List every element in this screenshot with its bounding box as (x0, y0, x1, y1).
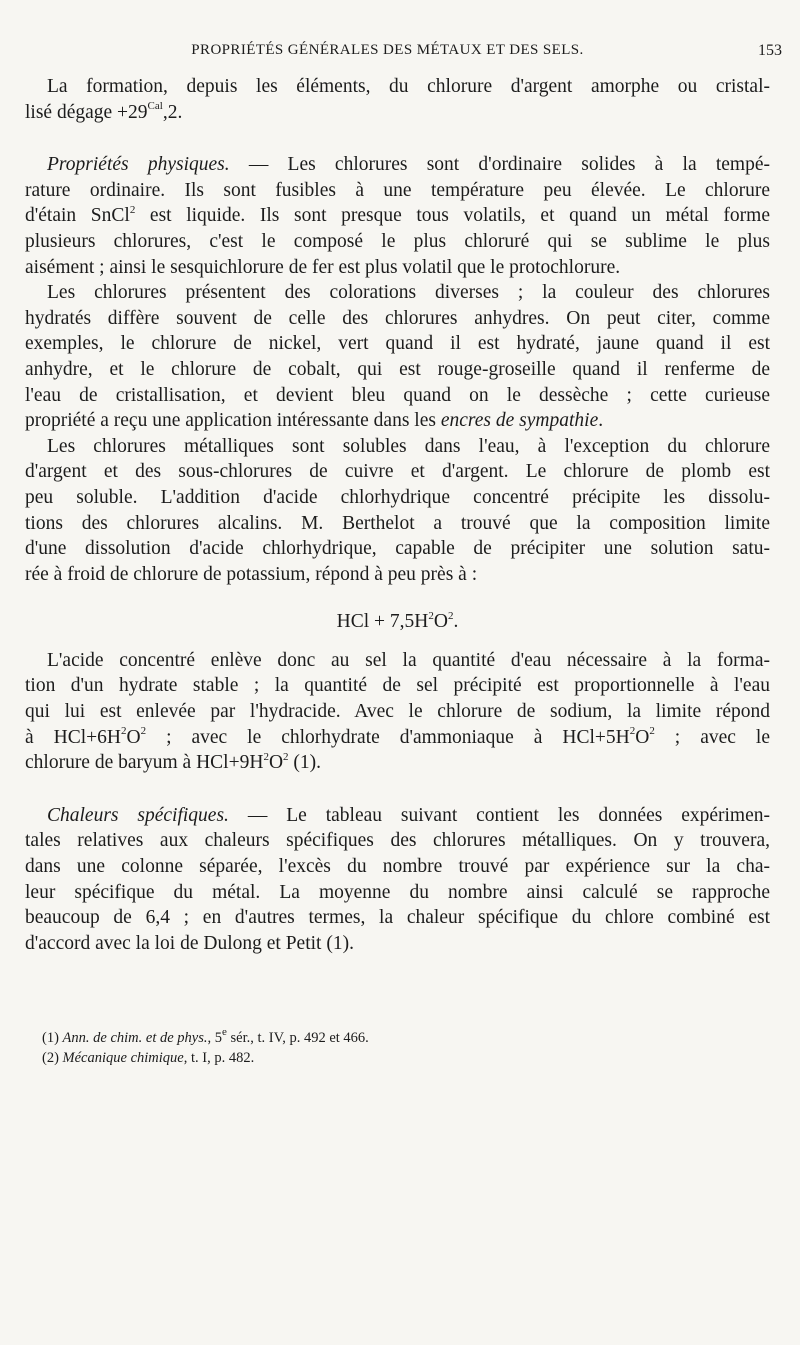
text-line: l'eau de cristallisation, et devient bleu quand on le dessèche ; cette curieuse (25, 384, 770, 406)
text-line: Chaleurs spécifiques. — Le tableau suivant contient les données expérimen- (47, 804, 771, 826)
text-line: La formation, depuis les éléments, du chlorure d'argent amorphe ou cristal- (47, 76, 770, 97)
text-line: L'acide concentré enlève donc au sel la quantité d'eau nécessaire à la forma- (47, 649, 770, 671)
text-line: leur spécifique du métal. La moyenne du nombre ainsi calculé se rapproche (25, 881, 770, 903)
text-line: dans une colonne séparée, l'excès du nombre trouvé par expérience sur la cha- (25, 856, 770, 878)
page-number: 153 (758, 42, 782, 59)
formula: HCl + $7,5H^2O^2$. (336, 609, 459, 633)
main-text (25, 74, 770, 956)
text-line: d'une dissolution d'acide chlorhydrique, capable de précipiter une solution satu- (25, 538, 770, 560)
text-line: rée à froid de chlorure de potassium, répond à peu près à : (25, 563, 478, 585)
section-heading: Chaleurs spécifiques. (47, 804, 229, 826)
footnote: (1) Ann. de chim. et de phys., 5e sér., t. IV, p. 492 et 466. (42, 1026, 369, 1046)
text-line: d'accord avec la loi de Dulong et Petit (1). (25, 932, 354, 954)
text-line: qui lui est enlevée par l'hydracide. Avec le chlorure de sodium, la limite répond (25, 701, 770, 723)
text-line: beaucoup de 6,4 ; en d'autres termes, la chaleur spécifique du chlore combiné est (25, 907, 770, 929)
text-line: Propriétés physiques. — Les chlorures sont d'ordinaire solides à la tempé- (47, 154, 770, 176)
text-line: Les chlorures métalliques sont solubles dans l'eau, à l'exception du chlorure (47, 435, 770, 457)
footnotes (42, 1028, 742, 1068)
text-line: exemples, le chlorure de nickel, vert quand il est hydraté, jaune quand il est (25, 333, 770, 355)
text-line: peu soluble. L'addition d'acide chlorhydrique concentré précipite les dissolu- (25, 486, 770, 508)
text-line: à $HCl+6H^2O^2$ ; avec le chlorhydrate d'ammoniaque à $HCl+5H^2O^2$ ; avec le (25, 725, 770, 748)
text-line: plusieurs chlorures, c'est le composé le plus chloruré qui se sublime le plus (25, 230, 770, 252)
text-line: chlorure de baryum à $HCl+9H^2O^2$ (1). (25, 750, 322, 774)
text-line: tales relatives aux chaleurs spécifiques des chlorures métalliques. On y trouvera, (25, 830, 770, 852)
text-line: tion d'un hydrate stable ; la quantité de sel précipité est proportionnelle à l'eau (25, 675, 770, 697)
text-line: lisé dégage $+29^{Cal},2$. (25, 100, 183, 123)
text-line: hydratés diffère souvent de celle des chlorures anhydres. On peut citer, comme (25, 307, 770, 329)
text-line: tions des chlorures alcalins. M. Berthelot a trouvé que la composition limite (25, 512, 770, 534)
section-heading: Propriétés physiques. (47, 154, 230, 176)
text-line: d'étain SnCl$^2$ est liquide. Ils sont presque tous volatils, et quand un métal forme (25, 203, 770, 227)
footnote: (2) Mécanique chimique, t. I, p. 482. (42, 1050, 255, 1066)
text-line: propriété a reçu une application intéressante dans les encres de sympathie. (25, 410, 604, 432)
text-line: rature ordinaire. Ils sont fusibles à une température peu élevée. Le chlorure (25, 179, 770, 201)
text-line: aisément ; ainsi le sesquichlorure de fer est plus volatil que le protochlorure. (25, 256, 621, 278)
text-line: d'argent et des sous-chlorures de cuivre et d'argent. Le chlorure de plomb est (25, 461, 770, 483)
running-title: PROPRIÉTÉS GÉNÉRALES DES MÉTAUX ET DES SELS. (191, 42, 584, 58)
text-line: Les chlorures présentent des colorations diverses ; la couleur des chlorures (47, 282, 770, 304)
text-line: anhydre, et le chlorure de cobalt, qui est rouge-groseille quand il renferme de (25, 358, 770, 380)
